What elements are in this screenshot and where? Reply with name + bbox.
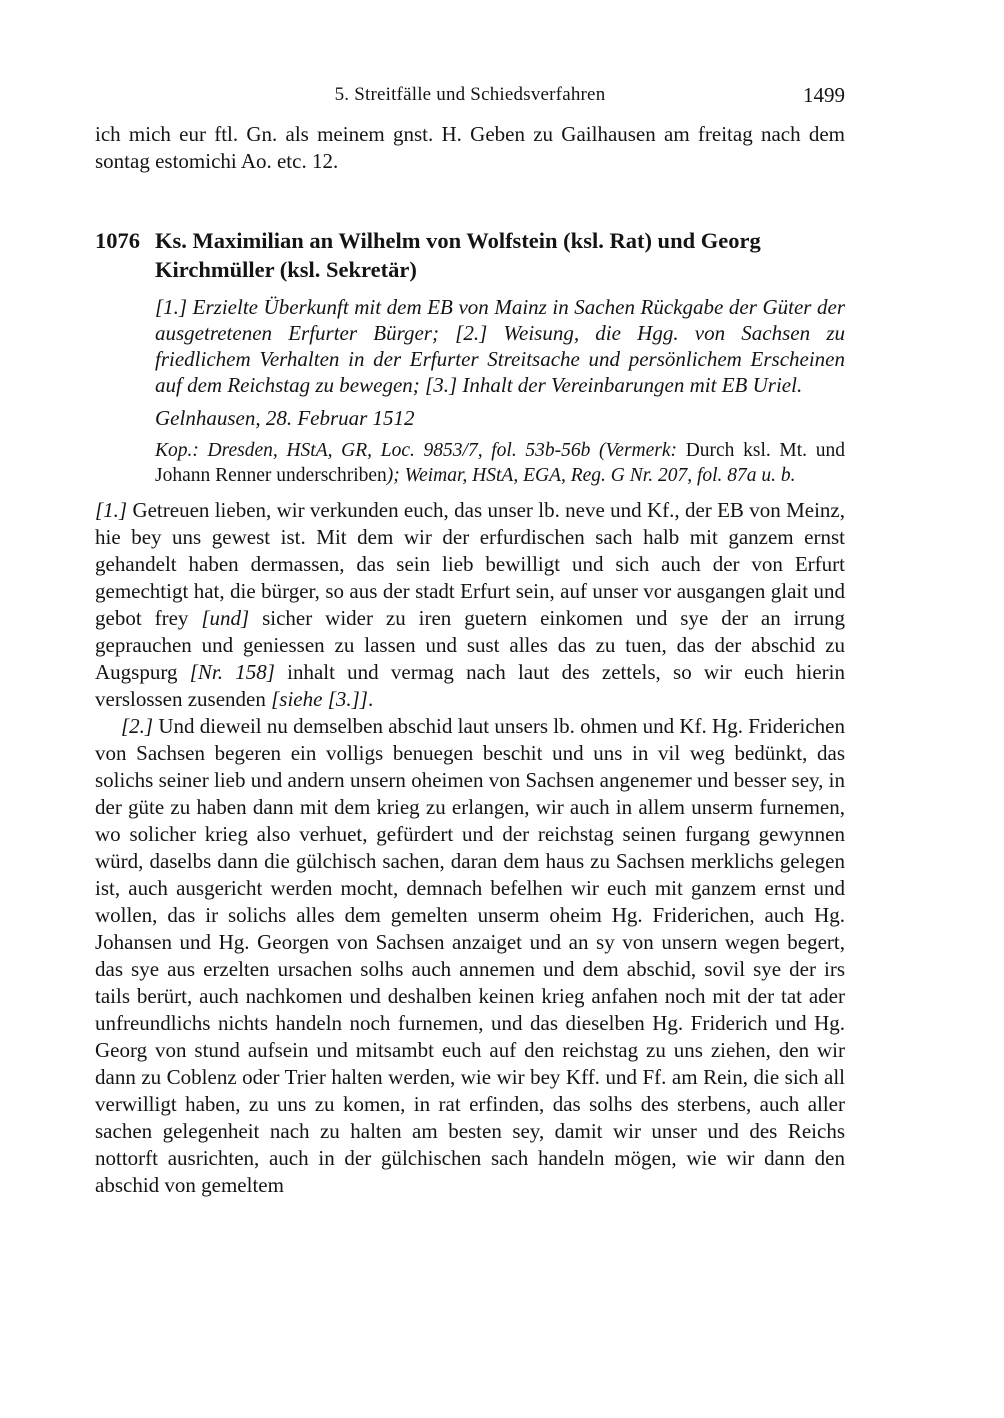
entry-body — [95, 497, 845, 1199]
regest-entry — [95, 226, 845, 1199]
continuation-paragraph: ich mich eur ftl. Gn. als meinem gnst. H. Geben zu Gailhausen am freitag nach dem sontag estomichi Ao. etc. 12. — [95, 122, 845, 173]
body-paragraph-2: [2.] Und dieweil nu demselben abschid laut unsers lb. ohmen und Kf. Hg. Friderichen von Sachsen begeren ein volligs benuegen beschit und uns in vil weg bedünkt, das solichs seiner lieb und andern unsern oheimen von Sachsen angenemer und besser sey, in der güte zu haben dann mit dem krieg zu erlangen, wir auch in allem unserm furnemen, wo solicher krieg also verhuet, gefürdert und der reichstag seinen furgang gewynnen würd, daselbs dann die gülchisch sachen, daran dem haus zu Sachsen merklichs gelegen ist, auch ausgericht werden mocht, demnach befelhen wir euch mit ganzem ernst und wollen, das ir solichs alles dem gemelten unserm oheim Hg. Friderichen, auch Hg. Johansen und Hg. Georgen von Sachsen anzaiget und an sy von unsern wegen begert, das sye aus erzelten ursachen solhs auch annemen und dem abschid, sovil sye der irs tails berürt, auch nachkomen und deshalben keinen krieg anfahen noch mit der tat ader unfreundlichs nichts handeln noch furnemen, und das dieselben Hg. Friderich und Hg. Georg von stund aufsein und mitsambt euch auf den reichstag zu uns ziehen, den wir dann zu Coblenz oder Trier halten werden, wie wir bey Kff. und Ff. am Rein, die sich all verwilligt haben, zu uns zu komen, in rat erfinden, das solhs des sterbens, auch aller sachen gelegenheit nach zu halten am besten sey, damit wir unser und des Reichs nottorft ausrichten, auch in der gülchischen sach handeln mögen, wie wir dann den abschid von gemeltem — [95, 714, 845, 1197]
page-header — [95, 82, 845, 108]
entry-heading — [95, 226, 845, 284]
running-head-title: 5. Streitfälle und Schiedsverfahren — [334, 84, 606, 105]
page-number: 1499 — [803, 83, 845, 107]
source-note: Kop.: Dresden, HStA, GR, Loc. 9853/7, fol. 53b-56b (Vermerk: Durch ksl. Mt. und Johann Renner underschriben); Weimar, HStA, EGA, Reg. G Nr. 207, fol. 87a u. b. — [155, 440, 845, 486]
entry-date-place: Gelnhausen, 28. Februar 1512 — [155, 406, 415, 430]
entry-title: Ks. Maximilian an Wilhelm von Wolfstein (ksl. Rat) und Georg Kirchmüller (ksl. Sekretär) — [155, 228, 761, 282]
entry-summary: [1.] Erzielte Überkunft mit dem EB von Mainz in Sachen Rückgabe der Güter der ausgetretenen Erfurter Bürger; [2.] Weisung, die Hgg. von Sachsen zu friedlichem Verhalten in der Erfurter Streitsache und persönlichem Erscheinen auf dem Reichstag zu bewegen; [3.] Inhalt der Vereinbarungen mit EB Uriel. — [155, 295, 845, 397]
entry-number: 1076 — [95, 228, 140, 253]
body-paragraph-1: [1.] Getreuen lieben, wir verkunden euch, das unser lb. neve und Kf., der EB von Meinz, hie bey uns gewest ist. Mit dem wir der erfurdischen sach halb mit ganzem ernst gehandelt haben dermassen, das sein lieb bewilligt und sich auch der von Erfurt gemechtigt hat, die bürger, so aus der stadt Erfurt sein, auf unser vor ausgangen glait und gebot frey [und] sicher wider zu iren guetern einkomen und sye der an irrung geprauchen und geniessen zu lassen und sust alles das zu tuen, das der abschid zu Augspurg [Nr. 158] inhalt und vermag nach laut des zettels, so wir euch hierin verslossen zusenden [siehe [3.]]. — [95, 498, 845, 711]
